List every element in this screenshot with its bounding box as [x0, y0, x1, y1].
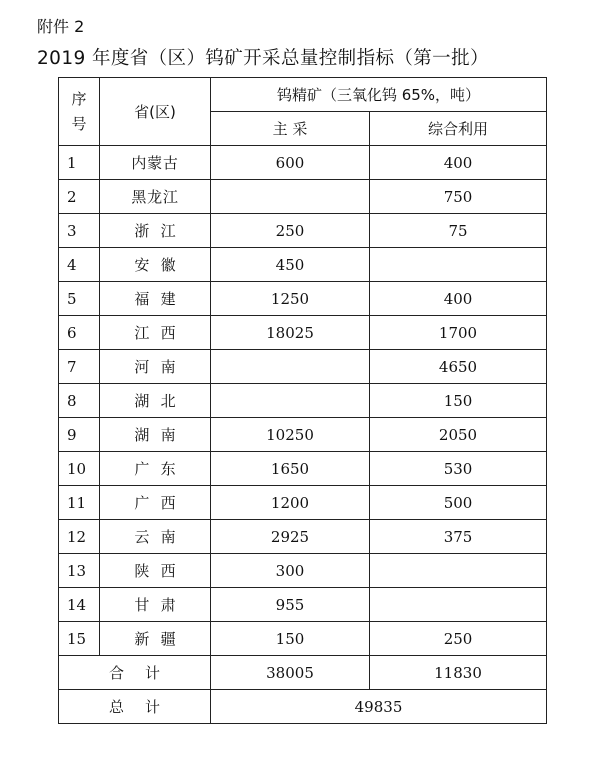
row-index: 6: [59, 316, 100, 350]
row-province: 湖北: [134, 392, 187, 410]
row-main: [211, 384, 370, 418]
row-province: 河南: [134, 358, 187, 376]
header-main: [211, 112, 370, 146]
subtotal-row: [59, 656, 547, 690]
row-comprehensive: [370, 554, 547, 588]
row-index: 5: [59, 282, 100, 316]
row-comprehensive: 250: [370, 622, 547, 656]
row-index: 1: [59, 146, 100, 180]
row-province: 黑龙江: [131, 188, 179, 206]
table-row: [59, 452, 547, 486]
header-row-top: [59, 78, 547, 112]
row-province-cell: [100, 146, 211, 180]
row-comprehensive: 4650: [370, 350, 547, 384]
total-label-cell: [59, 690, 211, 724]
row-province-cell: [100, 282, 211, 316]
row-index: 12: [59, 520, 100, 554]
row-index: 2: [59, 180, 100, 214]
row-province-cell: [100, 486, 211, 520]
row-main: [211, 180, 370, 214]
table-row: [59, 214, 547, 248]
row-province: 浙江: [134, 222, 187, 240]
row-main: 10250: [211, 418, 370, 452]
total-label: 总计: [108, 698, 181, 716]
row-province: 湖南: [134, 426, 187, 444]
table-row: [59, 316, 547, 350]
row-province-cell: [100, 384, 211, 418]
row-index: 7: [59, 350, 100, 384]
row-index: 13: [59, 554, 100, 588]
table-body: [59, 146, 547, 656]
row-main: 955: [211, 588, 370, 622]
table-row: [59, 282, 547, 316]
row-province: 内蒙古: [131, 154, 179, 172]
row-main: 450: [211, 248, 370, 282]
row-province: 陕西: [134, 562, 187, 580]
row-main: 1650: [211, 452, 370, 486]
row-main: 150: [211, 622, 370, 656]
header-index-top: 序: [71, 89, 87, 108]
row-main: 18025: [211, 316, 370, 350]
row-comprehensive: 530: [370, 452, 547, 486]
row-province-cell: [100, 588, 211, 622]
table-row: [59, 418, 547, 452]
row-province-cell: [100, 248, 211, 282]
table-row: [59, 622, 547, 656]
row-index: 3: [59, 214, 100, 248]
row-province-cell: [100, 622, 211, 656]
quota-table: [58, 77, 547, 724]
row-province: 广东: [134, 460, 187, 478]
subtotal-main: 38005: [211, 656, 370, 690]
row-main: 600: [211, 146, 370, 180]
table-row: [59, 384, 547, 418]
row-comprehensive: [370, 248, 547, 282]
row-province-cell: [100, 520, 211, 554]
row-province: 新疆: [134, 630, 187, 648]
row-province-cell: [100, 350, 211, 384]
row-province: 安徽: [134, 256, 187, 274]
row-province-cell: [100, 554, 211, 588]
header-group: 钨精矿（三氧化钨 65%，吨）: [211, 78, 547, 112]
header-index-bottom: 号: [71, 114, 87, 133]
row-comprehensive: 500: [370, 486, 547, 520]
row-comprehensive: 375: [370, 520, 547, 554]
subtotal-comprehensive: 11830: [370, 656, 547, 690]
row-index: 8: [59, 384, 100, 418]
row-index: 11: [59, 486, 100, 520]
header-index: [59, 78, 100, 146]
subtotal-label-cell: [59, 656, 211, 690]
table-row: [59, 350, 547, 384]
row-comprehensive: 400: [370, 282, 547, 316]
total-row: [59, 690, 547, 724]
subtotal-label: 合计: [108, 664, 181, 682]
row-province: 福建: [134, 290, 187, 308]
header-main-label: 主 采: [272, 120, 308, 138]
row-province: 云南: [134, 528, 187, 546]
row-main: 1250: [211, 282, 370, 316]
document-title: 2019 年度省（区）钨矿开采总量控制指标（第一批）: [37, 48, 489, 69]
table-row: [59, 180, 547, 214]
row-main: 1200: [211, 486, 370, 520]
row-comprehensive: 750: [370, 180, 547, 214]
row-province-cell: [100, 316, 211, 350]
header-province: 省(区): [100, 78, 211, 146]
table-row: [59, 146, 547, 180]
total-value: 49835: [211, 690, 547, 724]
row-comprehensive: 1700: [370, 316, 547, 350]
row-comprehensive: 2050: [370, 418, 547, 452]
row-province: 江西: [134, 324, 187, 342]
row-index: 9: [59, 418, 100, 452]
row-index: 15: [59, 622, 100, 656]
row-index: 14: [59, 588, 100, 622]
row-province-cell: [100, 180, 211, 214]
row-province-cell: [100, 214, 211, 248]
attachment-label: 附件 2: [37, 17, 85, 36]
row-comprehensive: 150: [370, 384, 547, 418]
row-main: 2925: [211, 520, 370, 554]
row-index: 4: [59, 248, 100, 282]
row-main: 300: [211, 554, 370, 588]
row-main: [211, 350, 370, 384]
row-province-cell: [100, 452, 211, 486]
row-main: 250: [211, 214, 370, 248]
row-province: 甘肃: [134, 596, 187, 614]
row-province-cell: [100, 418, 211, 452]
table-row: [59, 588, 547, 622]
table-row: [59, 248, 547, 282]
row-comprehensive: 75: [370, 214, 547, 248]
row-comprehensive: 400: [370, 146, 547, 180]
row-province: 广西: [134, 494, 187, 512]
table-row: [59, 554, 547, 588]
table-row: [59, 486, 547, 520]
header-comprehensive: 综合利用: [370, 112, 547, 146]
table-row: [59, 520, 547, 554]
row-comprehensive: [370, 588, 547, 622]
row-index: 10: [59, 452, 100, 486]
